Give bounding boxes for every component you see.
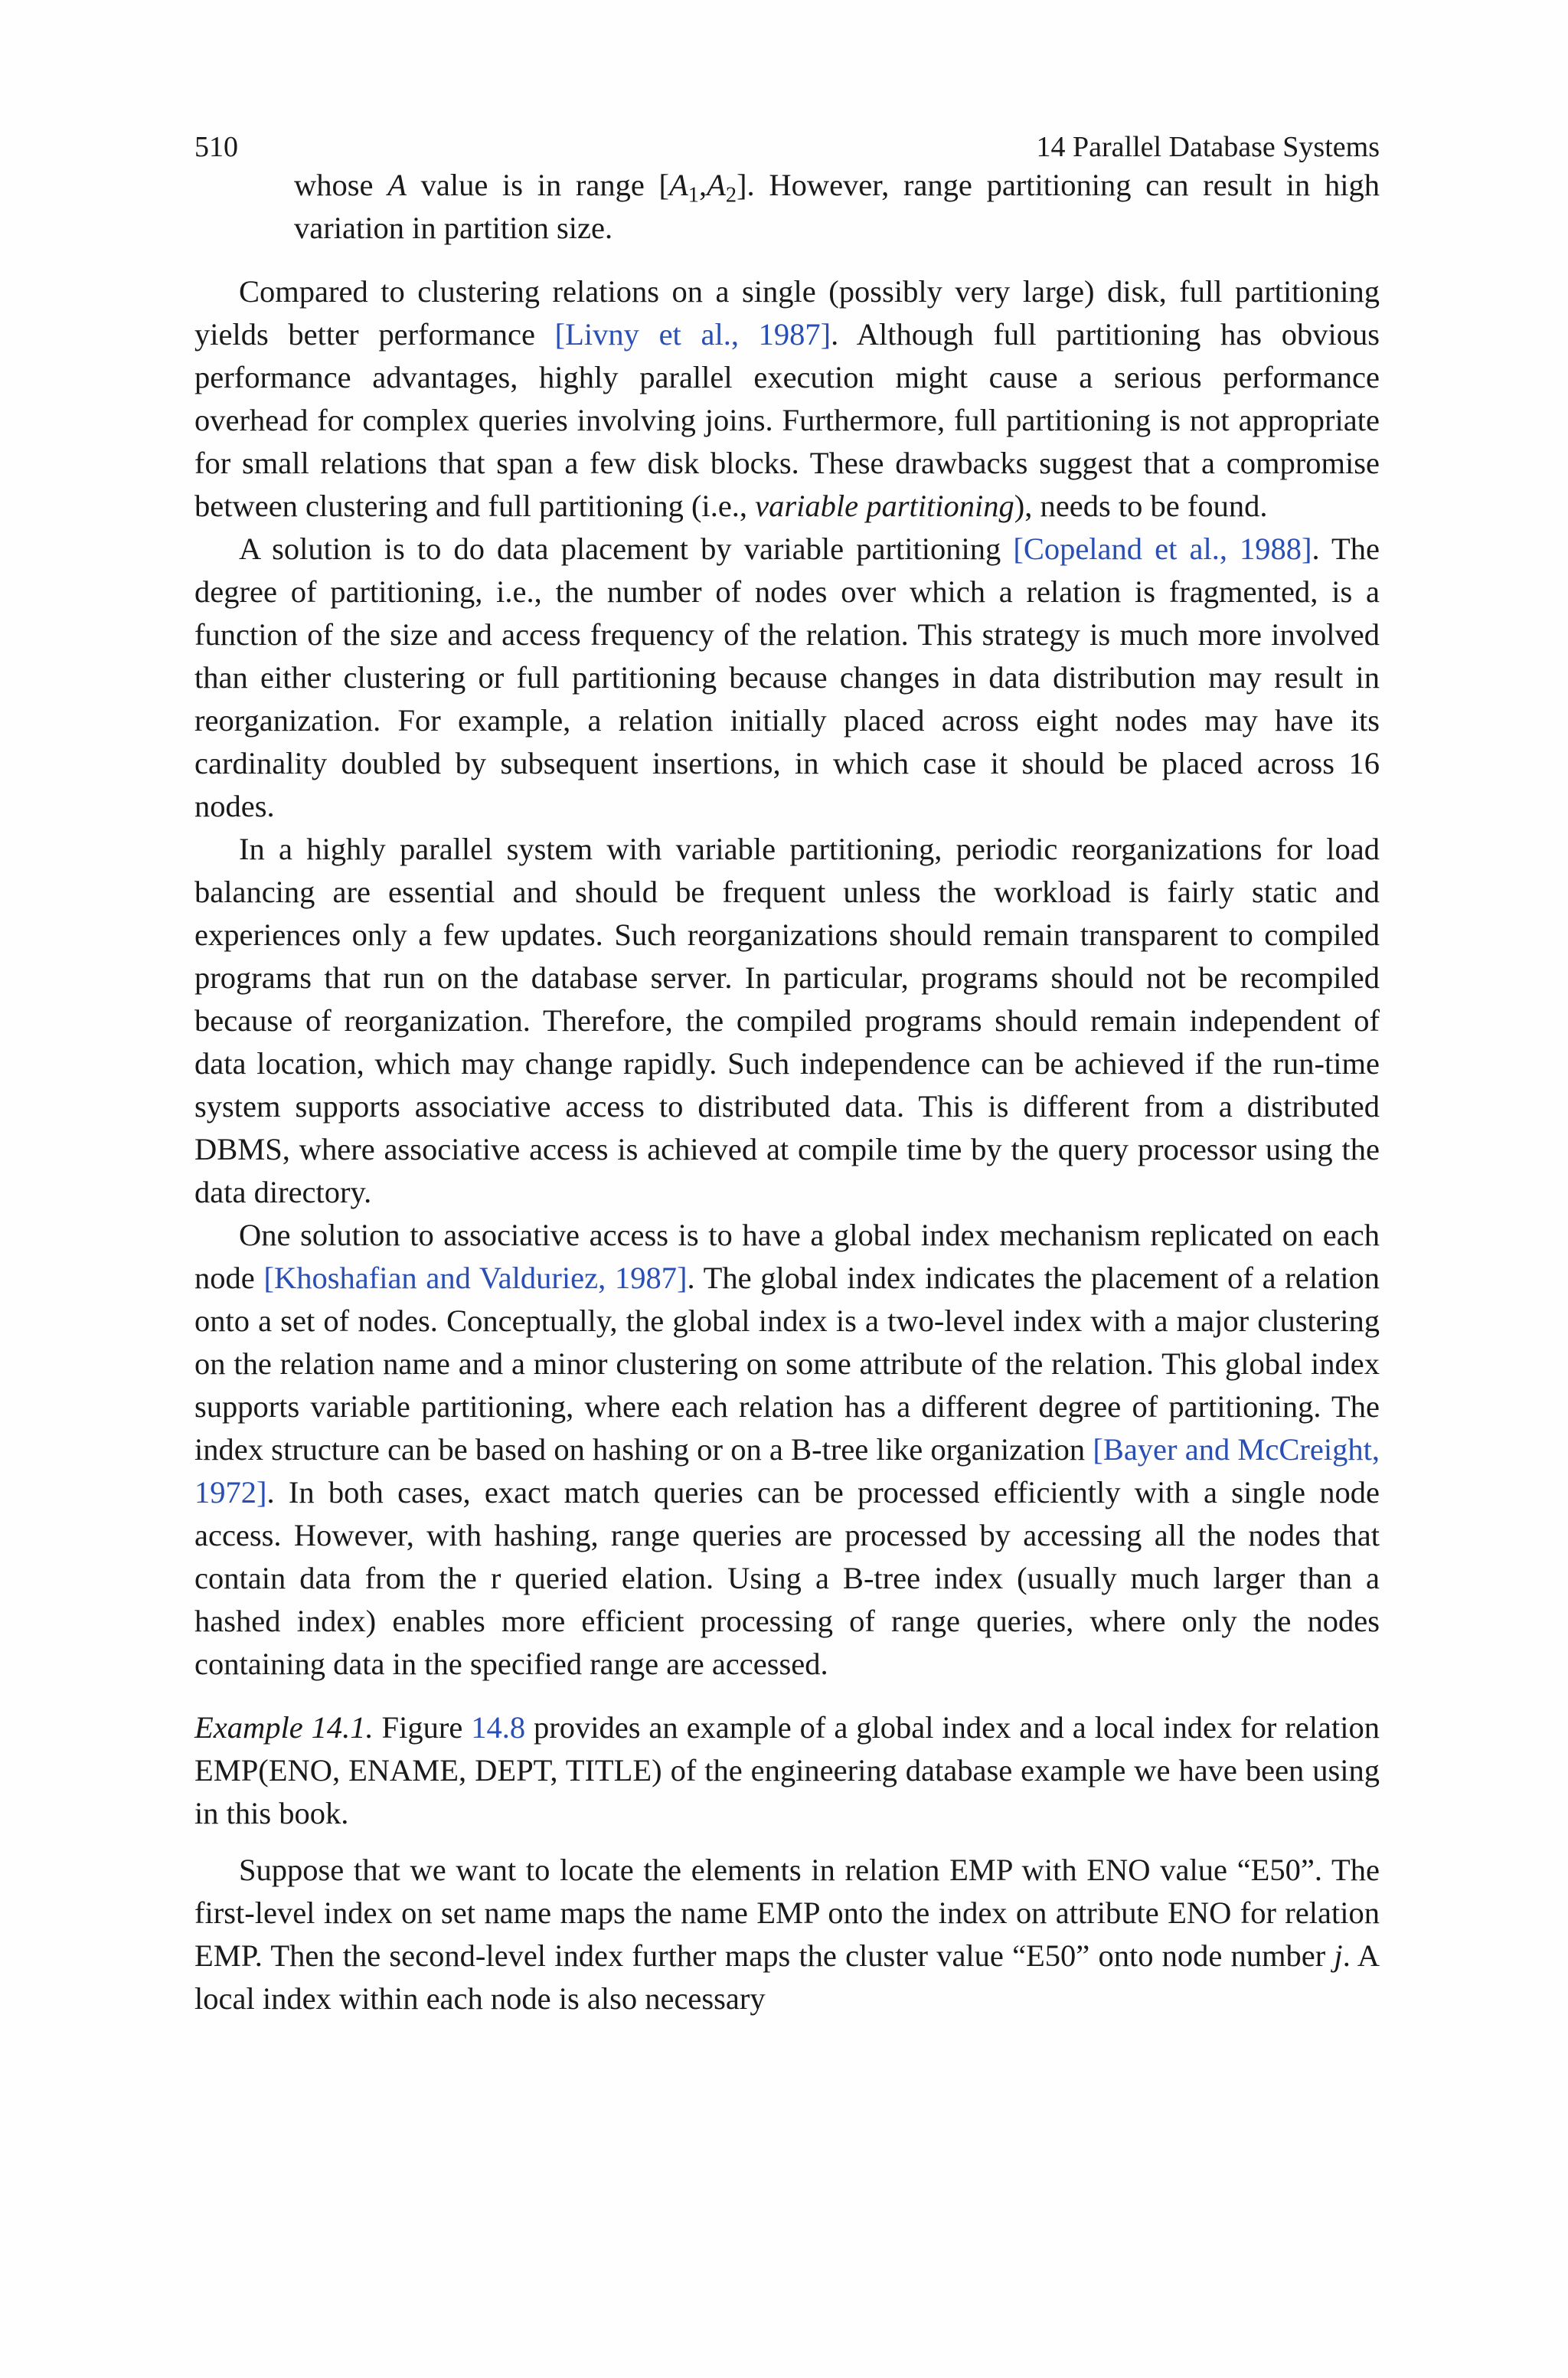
running-header bbox=[194, 115, 1380, 164]
figure-reference-link[interactable]: 14.8 bbox=[471, 1710, 526, 1745]
paragraph-full-partitioning: Compared to clustering relations on a single (possibly very large) disk, full partitioning yields better performance [Livny et al., 1987]. Although full partitioning has obvious performance advantages, highly parallel execution might cause a serious performance overhead for complex queries involving joins. Furthermore, full partitioning is not appropriate for small relations that span a few disk blocks. These drawbacks suggest that a compromise between clustering and full partitioning (i.e., variable partitioning), needs to be found. bbox=[194, 274, 1380, 523]
paragraph-variable-partitioning: A solution is to do data placement by variable partitioning [Copeland et al., 1988]. The degree of partitioning, i.e., the number of nodes over which a relation is fragmented, is a function of the size and access frequency of the relation. This strategy is much more involved than either clustering or full partitioning because changes in data distribution may result in reorganization. For example, a relation initially placed across eight nodes may have its cardinality doubled by subsequent insertions, in which case it should be placed across 16 nodes. bbox=[194, 532, 1380, 823]
book-page bbox=[194, 115, 1380, 2020]
continuation-paragraph: whose A value is in range $[A_1,A_2]$. However, range partitioning can result in high variation in partition size. bbox=[294, 168, 1380, 245]
example-paragraph: Example 14.1. Figure 14.8 provides an example of a global index and a local index for relation EMP(ENO, ENAME, DEPT, TITLE) of the engineering database example we have been using in this book. bbox=[194, 1710, 1380, 1830]
paragraph-global-index: One solution to associative access is to have a global index mechanism replicated on each node [Khoshafian and Valduriez, 1987]. The global index indicates the placement of a relation onto a set of nodes. Conceptually, the global index is a two-level index with a major clustering on the relation name and a minor clustering on some attribute of the relation. This global index supports variable partitioning, where each relation has a different degree of partitioning. The index structure can be based on hashing or on a B-tree like organization [Bayer and McCreight, 1972]. In both cases, exact match queries can be processed efficiently with a single node access. However, with hashing, range queries are processed by accessing all the nodes that contain data from the r queried elation. Using a B-tree index (usually much larger than a hashed index) enables more efficient processing of range queries, where only the nodes containing data in the specified range are accessed. bbox=[194, 1218, 1380, 1681]
citation-livny[interactable]: [Livny et al., 1987] bbox=[554, 317, 831, 352]
paragraph-reorganization: In a highly parallel system with variable partitioning, periodic reorganizations for load balancing are essential and should be frequent unless the workload is fairly static and experiences only a few updates. Such reorganizations should remain transparent to compiled programs that run on the database server. In particular, programs should not be recompiled because of reorganization. Therefore, the compiled programs should remain independent of data location, which may change rapidly. Such independence can be achieved if the run-time system supports associative access to distributed data. This is different from a distributed DBMS, where associative access is achieved at compile time by the query processor using the data directory. bbox=[194, 832, 1380, 1209]
example-label: Example 14.1. bbox=[194, 1710, 374, 1745]
citation-khoshafian[interactable]: [Khoshafian and Valduriez, 1987] bbox=[263, 1261, 688, 1295]
chapter-title: 14 Parallel Database Systems bbox=[1036, 131, 1380, 163]
page-number: 510 bbox=[194, 131, 238, 163]
paragraph-locate-elements: Suppose that we want to locate the elements in relation EMP with ENO value “E50”. The first-level index on set name maps the name EMP onto the index on attribute ENO for relation EMP. Then the second-level index further maps the cluster value “E50” onto node number j. A local index within each node is also necessary bbox=[194, 1853, 1380, 2016]
citation-copeland[interactable]: [Copeland et al., 1988] bbox=[1013, 532, 1312, 566]
citation-bayer[interactable]: [Bayer and McCreight, 1972] bbox=[194, 1432, 1380, 1510]
